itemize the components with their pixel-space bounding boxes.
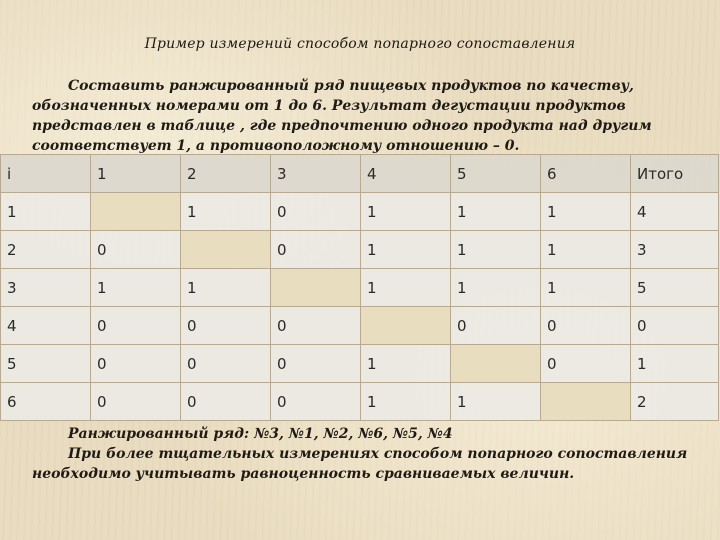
conclusion-note-continued: необходимо учитывать равноценность сравниваемых величин. <box>32 466 575 482</box>
header-cell: 3 <box>271 155 361 193</box>
table-cell: 1 <box>541 269 631 307</box>
table-cell: 0 <box>91 231 181 269</box>
task-description: Составить ранжированный ряд пищевых продуктов по качеству, обозначенных номерами от 1 до 6. Результат дегустации продуктов представлен в таблице , где предпочтению одного продукта над другим соответствует 1, а противоположному отношению – 0. <box>32 78 652 154</box>
table-cell: 0 <box>271 383 361 421</box>
ranked-series: Ранжированный ряд: №3, №1, №2, №6, №5, №4 <box>68 426 453 442</box>
table-cell: 0 <box>91 345 181 383</box>
table-cell: 1 <box>361 345 451 383</box>
table-cell: 1 <box>361 193 451 231</box>
table-cell: 1 <box>1 193 91 231</box>
table-header-row <box>1 155 719 193</box>
table-cell: 4 <box>1 307 91 345</box>
table-cell: 0 <box>271 231 361 269</box>
table-cell: 1 <box>451 269 541 307</box>
header-cell: 6 <box>541 155 631 193</box>
table-row <box>1 345 719 383</box>
header-cell: 5 <box>451 155 541 193</box>
header-cell: i <box>1 155 91 193</box>
conclusion-note: При более тщательных измерениях способом попарного сопоставления <box>68 446 688 462</box>
table-cell: 0 <box>181 307 271 345</box>
table-row <box>1 231 719 269</box>
table-cell: 0 <box>91 383 181 421</box>
table-row <box>1 193 719 231</box>
table-cell: 0 <box>451 307 541 345</box>
diagonal-cell <box>541 383 631 421</box>
diagonal-cell <box>451 345 541 383</box>
table-cell: 1 <box>361 269 451 307</box>
total-cell: 3 <box>631 231 719 269</box>
header-cell: 2 <box>181 155 271 193</box>
table-cell: 1 <box>361 383 451 421</box>
table-cell: 1 <box>541 231 631 269</box>
table-cell: 0 <box>271 193 361 231</box>
table-cell: 3 <box>1 269 91 307</box>
table-cell: 1 <box>361 231 451 269</box>
table-cell: 1 <box>181 193 271 231</box>
header-cell: Итого <box>631 155 719 193</box>
diagonal-cell <box>271 269 361 307</box>
comparison-table <box>0 154 719 421</box>
table-row <box>1 269 719 307</box>
total-cell: 0 <box>631 307 719 345</box>
table-cell: 0 <box>91 307 181 345</box>
table-cell: 1 <box>451 231 541 269</box>
table-row <box>1 307 719 345</box>
total-cell: 2 <box>631 383 719 421</box>
diagonal-cell <box>361 307 451 345</box>
total-cell: 4 <box>631 193 719 231</box>
table-cell: 0 <box>271 307 361 345</box>
table-cell: 0 <box>181 345 271 383</box>
header-cell: 4 <box>361 155 451 193</box>
diagonal-cell <box>91 193 181 231</box>
table-cell: 5 <box>1 345 91 383</box>
table-cell: 1 <box>451 193 541 231</box>
total-cell: 1 <box>631 345 719 383</box>
table-cell: 6 <box>1 383 91 421</box>
table-cell: 1 <box>541 193 631 231</box>
table-cell: 1 <box>451 383 541 421</box>
table-cell: 0 <box>541 307 631 345</box>
table-cell: 1 <box>91 269 181 307</box>
table-cell: 0 <box>541 345 631 383</box>
table-row <box>1 383 719 421</box>
table-cell: 1 <box>181 269 271 307</box>
page-title: Пример измерений способом попарного сопоставления <box>144 36 576 52</box>
table-cell: 0 <box>271 345 361 383</box>
header-cell: 1 <box>91 155 181 193</box>
table-cell: 0 <box>181 383 271 421</box>
conclusion-block <box>32 424 692 484</box>
total-cell: 5 <box>631 269 719 307</box>
diagonal-cell <box>181 231 271 269</box>
table-cell: 2 <box>1 231 91 269</box>
